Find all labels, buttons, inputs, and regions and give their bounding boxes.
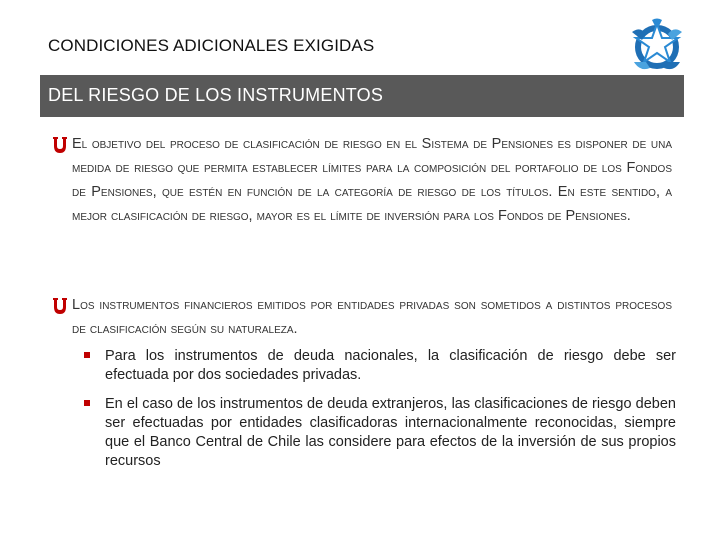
u-shield-icon — [52, 297, 68, 315]
square-bullet-icon — [84, 400, 90, 406]
u-shield-icon — [52, 136, 68, 154]
square-bullet-icon — [84, 352, 90, 358]
bullet-item — [52, 293, 672, 341]
sub-bullet-item — [84, 347, 676, 385]
bullet-text: Los instrumentos financieros emitidos por entidades privadas son sometidos a distintos procesos de clasificación según su naturaleza. — [72, 297, 672, 337]
sub-bullet-text: En el caso de los instrumentos de deuda extranjeros, las clasificaciones de riesgo deben ser efectuadas por entidades clasificadoras internacionalmente reconocidas, siempre que el Banco Central de Chile las considere para efectos de la inversión de sus propios recursos — [105, 396, 676, 469]
hands-star-logo-icon — [626, 18, 688, 76]
bullet-text: El objetivo del proceso de clasificación de riesgo en el Sistema de Pensiones es disponer de una medida de riesgo que permita establecer límites para la composición del portafolio de los Fondos de Pensiones, que estén en función de la categoría de riesgo de los títulos. En este sentido, a mejor clasificación de riesgo, mayor es el límite de inversión para los Fondos de Pensiones. — [72, 136, 672, 224]
section-banner: DEL RIESGO DE LOS INSTRUMENTOS — [40, 75, 684, 117]
sub-bullet-item — [84, 395, 676, 471]
bullet-item — [52, 132, 672, 228]
page-title: CONDICIONES ADICIONALES EXIGIDAS — [48, 36, 375, 55]
sub-bullet-text: Para los instrumentos de deuda nacionales, la clasificación de riesgo debe ser efectuada por dos sociedades privadas. — [105, 348, 676, 383]
